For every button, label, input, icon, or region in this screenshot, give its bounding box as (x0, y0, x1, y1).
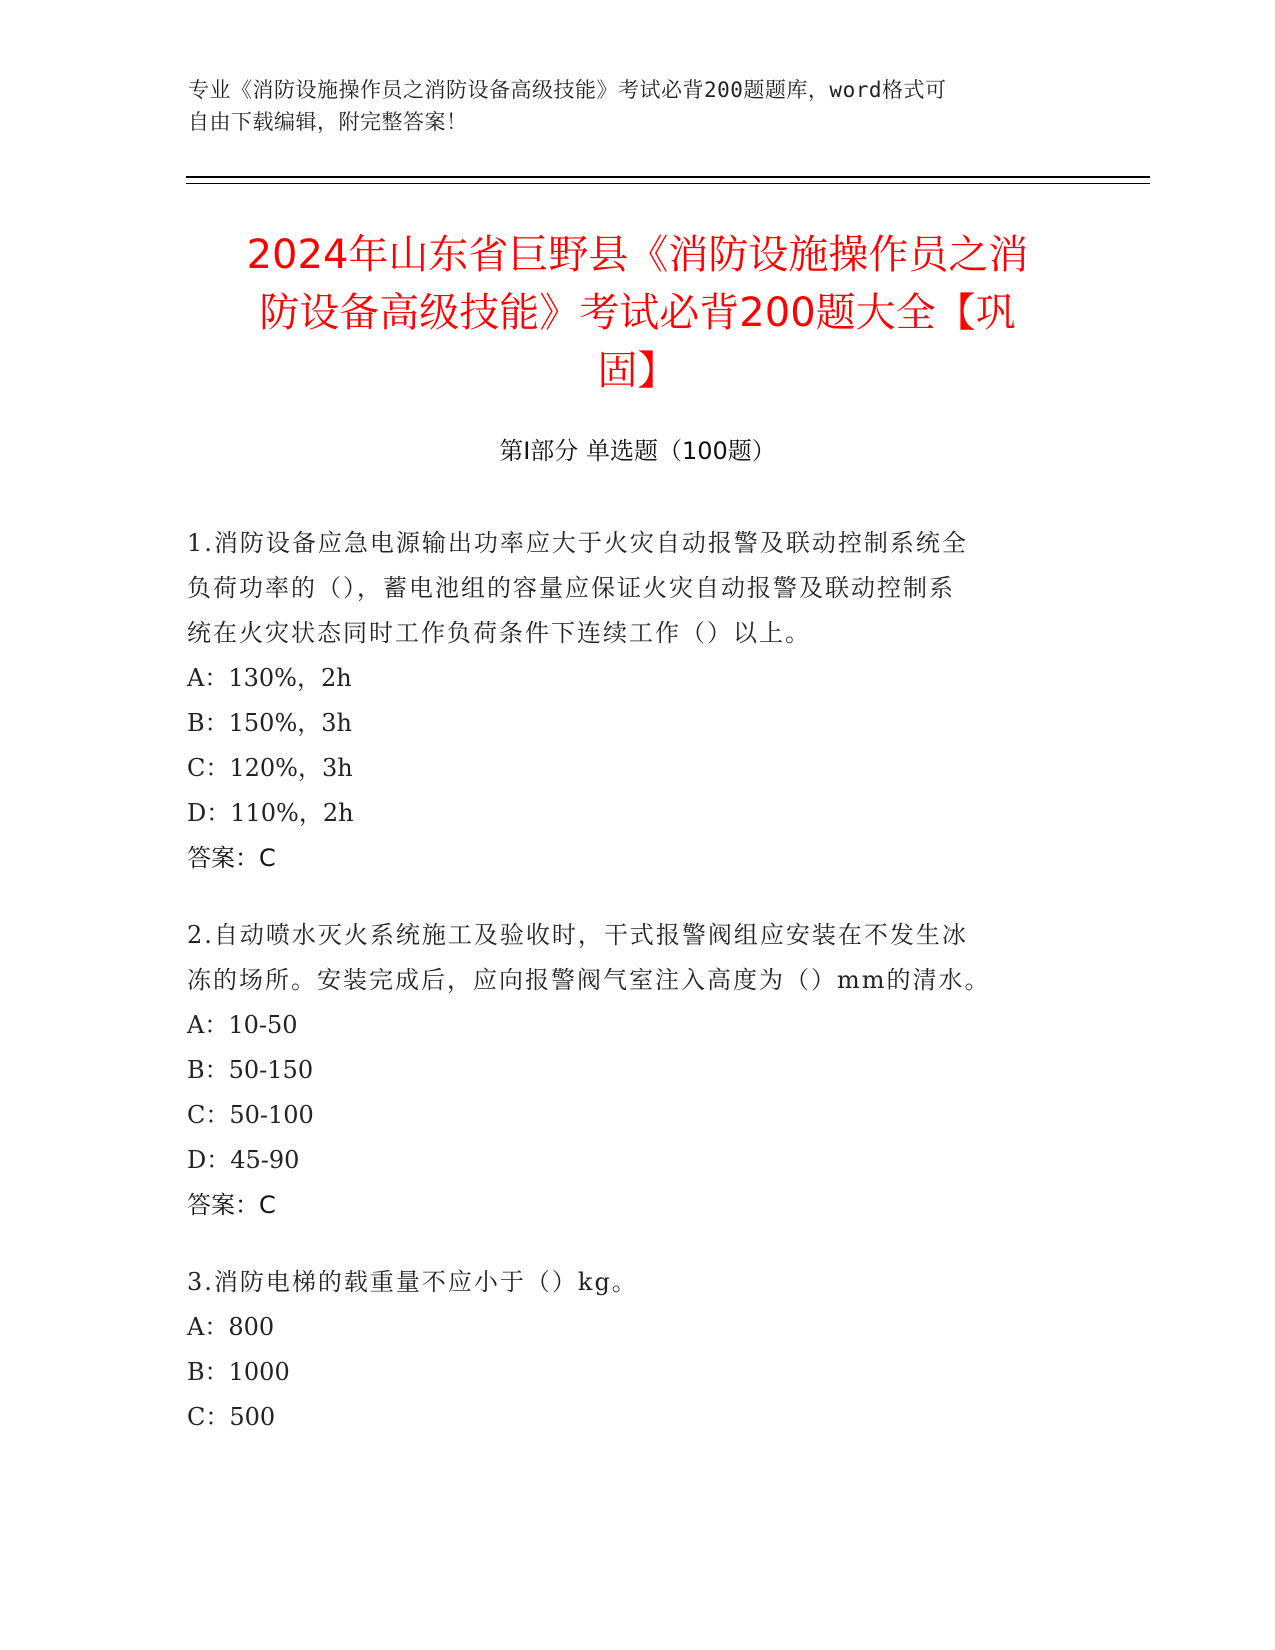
document-title-line-3: 固】 (597, 348, 678, 394)
section-title: 第I部分 单选题（100题） (499, 437, 776, 465)
option-c: C：120%，3h (187, 754, 353, 782)
question-2 (187, 913, 1067, 1228)
option-d: D：45-90 (187, 1146, 300, 1174)
option-c: C：500 (187, 1403, 276, 1431)
option-b: B：1000 (187, 1358, 290, 1386)
question-stem-line: 1.消防设备应急电源输出功率应大于火灾自动报警及联动控制系统全 (187, 529, 968, 557)
question-stem-line: 2.自动喷水灭火系统施工及验收时，干式报警阀组应安装在不发生冰 (187, 921, 968, 949)
question-stem-line: 3.消防电梯的载重量不应小于（）kg。 (187, 1268, 638, 1296)
question-3 (187, 1260, 1067, 1440)
question-list (187, 521, 1067, 1472)
answer: 答案：C (187, 844, 276, 872)
option-a: A：130%，2h (187, 664, 352, 692)
header-note (188, 74, 1068, 138)
question-stem-line: 统在火灾状态同时工作负荷条件下连续工作（）以上。 (187, 619, 811, 647)
answer: 答案：C (187, 1191, 276, 1219)
option-a: A：800 (187, 1313, 275, 1341)
header-note-line-2: 自由下载编辑，附完整答案！ (188, 110, 468, 134)
question-stem-line: 负荷功率的（），蓄电池组的容量应保证火灾自动报警及联动控制系 (187, 574, 955, 602)
option-a: A：10-50 (187, 1011, 298, 1039)
option-b: B：50-150 (187, 1056, 314, 1084)
question-stem-line: 冻的场所。安装完成后，应向报警阀气室注入高度为（）mm的清水。 (187, 966, 991, 994)
document-title (160, 226, 1115, 400)
document-title-line-1: 2024年山东省巨野县《消防设施操作员之消 (246, 232, 1029, 278)
header-divider-thin (186, 183, 1150, 184)
option-c: C：50-100 (187, 1101, 314, 1129)
option-d: D：110%，2h (187, 799, 354, 827)
question-1 (187, 521, 1067, 881)
document-title-line-2: 防设备高级技能》考试必背200题大全【巩 (259, 290, 1016, 336)
header-note-line-1: 专业《消防设施操作员之消防设备高级技能》考试必背200题题库，word格式可 (188, 78, 947, 102)
header-divider-thick (186, 176, 1150, 178)
option-b: B：150%，3h (187, 709, 352, 737)
